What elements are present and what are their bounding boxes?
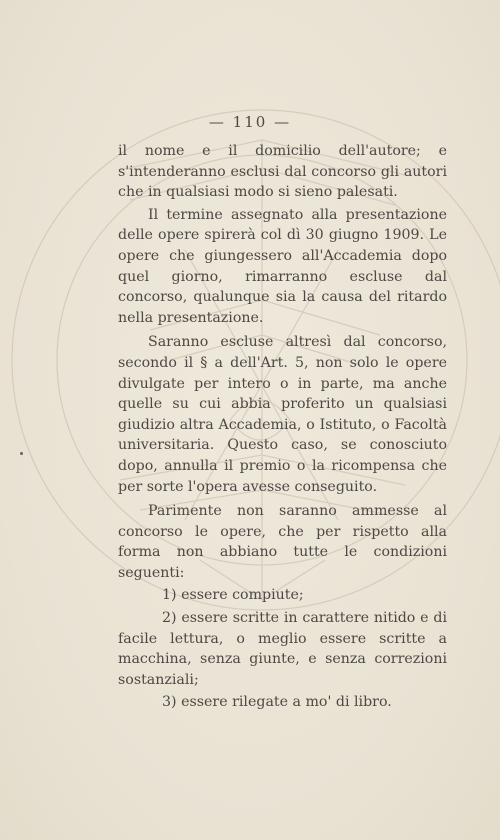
paragraph: Parimente non saranno ammesse al concorso le opere, che per rispetto alla forma non abbiano tutte le condizioni seguenti: bbox=[118, 503, 447, 581]
paper-speck bbox=[20, 452, 23, 455]
page-number: — 110 — bbox=[208, 113, 292, 131]
body-text bbox=[118, 141, 447, 715]
paragraph: Saranno escluse altresì dal concorso, secondo il § a dell'Art. 5, non solo le opere divulgate per intero o in parte, ma anche quelle su cui abbia proferito un qualsiasi giudizio altra Accademia, o Istituto, o Facoltà universitaria. Questo caso, se conosciuto dopo, annulla il premio o la ricompensa che per sorte l'opera avesse conseguito. bbox=[118, 334, 447, 495]
paragraph: il nome e il domicilio dell'autore; e s'intenderanno esclusi dal concorso gli autori che in qualsiasi modo si sieno palesati. bbox=[118, 143, 447, 201]
list-item: 1) essere compiute; bbox=[162, 587, 304, 604]
list-item: 3) essere rilegate a mo' di libro. bbox=[162, 694, 392, 711]
list-item: 2) essere scritte in carattere nitido e di facile lettura, o meglio essere scritte a macchina, senza giunte, e senza correzioni sostanziali; bbox=[118, 610, 447, 688]
paragraph: Il termine assegnato alla presentazione delle opere spirerà col dì 30 giugno 1909. Le opere che giungessero all'Accademia dopo quel giorno, rimarranno escluse dal concorso, qualunque sia la causa del ritardo nella presentazione. bbox=[118, 206, 447, 326]
